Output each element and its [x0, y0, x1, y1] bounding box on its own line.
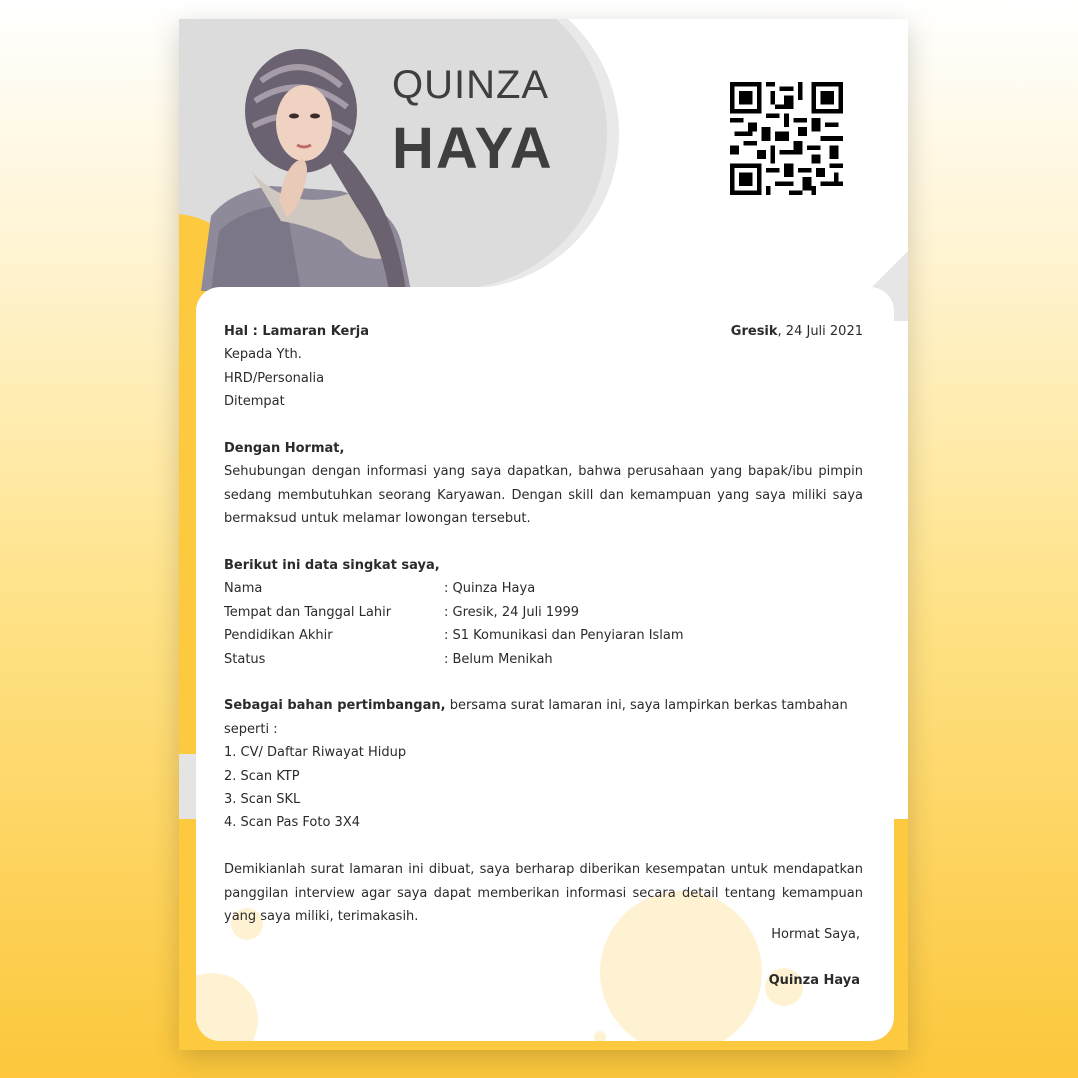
attachment-item: 4. Scan Pas Foto 3X4	[224, 815, 360, 831]
attachment-item: 1. CV/ Daftar Riwayat Hidup	[224, 745, 407, 761]
letter-date-line	[731, 320, 863, 343]
intro-paragraph: Sehubungan dengan informasi yang saya dapatkan, bahwa perusahaan yang bapak/ibu pimpin sedang membutuhkan seorang Karyawan. Dengan skill dan kemampuan yang saya miliki saya bermaksud untuk melamar lowongan tersebut.	[224, 464, 863, 527]
attachment-item: 2. Scan KTP	[224, 768, 300, 784]
attachment-item: 3. Scan SKL	[224, 792, 301, 808]
greeting: Dengan Hormat,	[224, 441, 345, 457]
data-heading: Berikut ini data singkat saya,	[224, 558, 440, 574]
data-row	[224, 648, 863, 671]
decor-bubble-bottom-left	[196, 973, 258, 1041]
closing-paragraph: Demikianlah surat lamaran ini dibuat, saya berharap diberikan kesempatan untuk mendapatkan panggilan interview agar saya dapat memberikan informasi secara detail tentang kemampuan yang saya miliki, terimakasih.	[224, 862, 863, 925]
data-row	[224, 577, 863, 600]
letter-subject: Hal : Lamaran Kerja	[224, 324, 369, 339]
recipient-line: Kepada Yth.	[224, 347, 302, 363]
qr-code-icon	[730, 82, 843, 195]
letter-date: , 24 Juli 2021	[777, 324, 863, 339]
letter-body	[224, 320, 863, 929]
data-value: : Belum Menikah	[444, 651, 553, 667]
recipient-line: Ditempat	[224, 394, 285, 410]
signature-name: Quinza Haya	[768, 973, 860, 988]
profile-photo	[191, 41, 411, 291]
decor-bubble-dot	[594, 1031, 606, 1041]
data-row	[224, 601, 863, 624]
attachment-intro-rest: bersama surat lamaran ini, saya lampirkan berkas tambahan seperti :	[224, 698, 848, 737]
name-last: HAYA	[392, 116, 554, 181]
name-first: QUINZA	[392, 63, 550, 107]
data-value: : S1 Komunikasi dan Penyiaran Islam	[444, 628, 684, 644]
data-label: Tempat dan Tanggal Lahir	[224, 604, 392, 620]
data-value: : Quinza Haya	[444, 581, 536, 597]
recipient-line: HRD/Personalia	[224, 370, 325, 386]
attachment-intro	[224, 694, 863, 741]
data-label: Nama	[224, 581, 263, 597]
data-value: : Gresik, 24 Juli 1999	[444, 604, 580, 620]
data-label: Pendidikan Akhir	[224, 628, 333, 644]
data-label: Status	[224, 651, 266, 667]
attachment-intro-bold: Sebagai bahan pertimbangan,	[224, 698, 446, 714]
sign-off: Hormat Saya,	[771, 927, 860, 942]
data-row	[224, 624, 863, 647]
letter-city: Gresik	[730, 324, 778, 339]
letter-card	[196, 287, 894, 1041]
